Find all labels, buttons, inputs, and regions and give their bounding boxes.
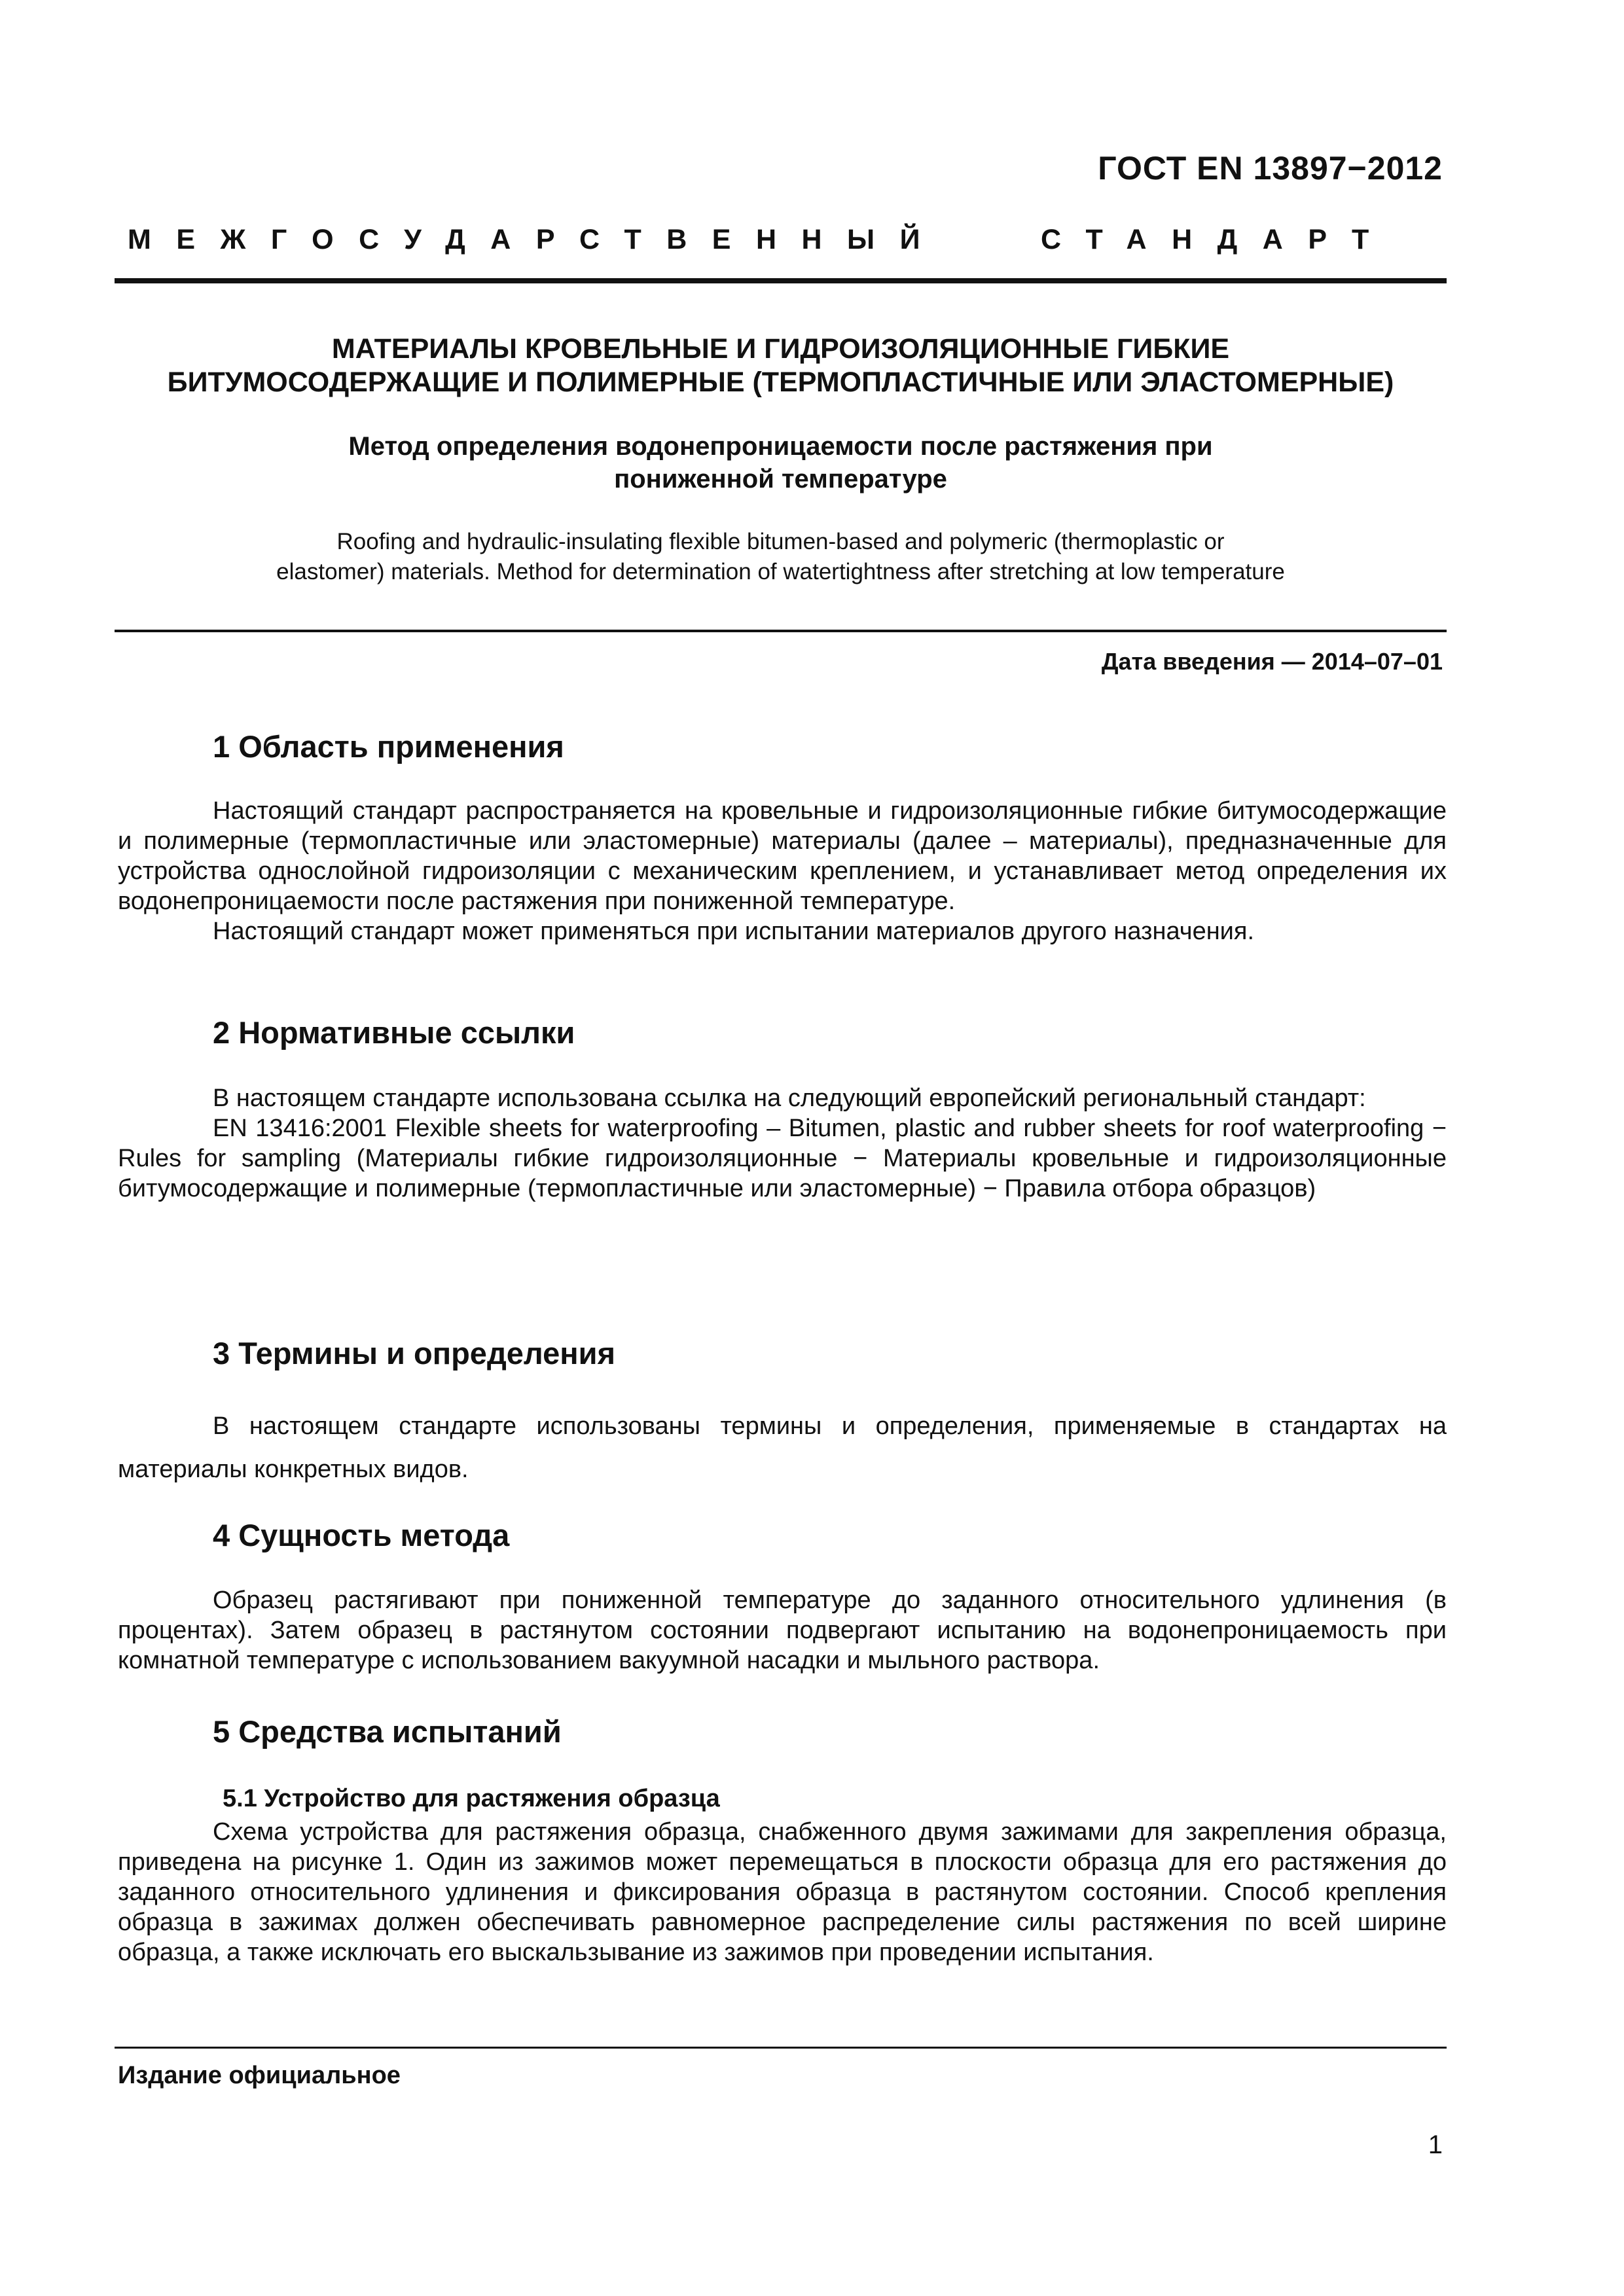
section-4-heading: 4 Сущность метода bbox=[213, 1518, 510, 1552]
official-edition-label: Издание официальное bbox=[118, 2062, 401, 2089]
section-3-body bbox=[118, 1405, 1447, 1491]
section-2-paragraph-2: EN 13416:2001 Flexible sheets for waterproofing – Bitumen, plastic and rubber sheets for roof waterproofing − Rules for sampling (Материалы гибкие гидроизоляционные − Материалы кровельные и гидроизоляционные битумосодержащие и полимерные (термопластичные или эластомерные) − Правила отбора образцов) bbox=[118, 1115, 1447, 1202]
introduction-date: Дата введения — 2014–07–01 bbox=[1101, 648, 1443, 675]
section-1-paragraph-1: Настоящий стандарт распространяется на кровельные и гидроизоляционные гибкие битумосодержащие и полимерные (термопластичные или эластомерные) материалы (далее – материалы), предназначенные для устройства однослойной гидроизоляции с механическим креплением, и устанавливает метод определения их водонепроницаемости после растяжения при пониженной температуре. bbox=[118, 797, 1447, 915]
section-4-paragraph-1: Образец растягивают при пониженной температуре до заданного относительного удлинения (в процентах). Затем образец в растянутом состоянии подвергают испытанию на водонепроницаемость при комнатной температуре с использованием вакуумной насадки и мыльного раствора. bbox=[118, 1587, 1447, 1674]
section-2-body bbox=[118, 1083, 1447, 1204]
title-divider bbox=[115, 630, 1447, 632]
banner-word-interstate: МЕЖГОСУДАРСТВЕННЫЙ bbox=[128, 224, 946, 255]
section-1-body bbox=[118, 796, 1447, 946]
method-title-line-1: Метод определения водонепроницаемости после растяжения при bbox=[348, 432, 1213, 461]
english-title-line-1: Roofing and hydraulic-insulating flexible bitumen-based and polymeric (thermoplastic or bbox=[336, 529, 1225, 554]
section-2-heading: 2 Нормативные ссылки bbox=[213, 1015, 575, 1050]
section-2-paragraph-1: В настоящем стандарте использована ссылка на следующий европейский региональный стандарт: bbox=[213, 1085, 1366, 1112]
section-5-paragraph-1: Схема устройства для растяжения образца, снабженного двумя зажимами для закрепления образца, приведена на рисунке 1. Один из зажимов может перемещаться в плоскости образца для его растяжения до заданного относительного удлинения и фиксирования образца в растянутом состоянии. Способ крепления образца в зажимах должен обеспечивать равномерное распределение силы растяжения по всей ширине образца, а также исключать его выскальзывание из зажимов при проведении испытания. bbox=[118, 1818, 1447, 1966]
english-title-line-2: elastomer) materials. Method for determination of watertightness after stretching at low temperature bbox=[276, 559, 1285, 584]
title-line-1: МАТЕРИАЛЫ КРОВЕЛЬНЫЕ И ГИДРОИЗОЛЯЦИОННЫЕ ГИБКИЕ bbox=[331, 333, 1230, 365]
english-title bbox=[115, 527, 1447, 587]
title-line-2: БИТУМОСОДЕРЖАЩИЕ И ПОЛИМЕРНЫЕ (ТЕРМОПЛАСТИЧНЫЕ ИЛИ ЭЛАСТОМЕРНЫЕ) bbox=[167, 367, 1394, 398]
section-5-body bbox=[118, 1817, 1447, 1967]
section-3-heading: 3 Термины и определения bbox=[213, 1336, 615, 1371]
section-5-heading: 5 Средства испытаний bbox=[213, 1714, 562, 1749]
method-title bbox=[115, 430, 1447, 495]
section-1-heading: 1 Область применения bbox=[213, 729, 564, 764]
gost-code: ГОСТ EN 13897−2012 bbox=[1098, 150, 1443, 187]
section-1-paragraph-2: Настоящий стандарт может применяться при испытании материалов другого назначения. bbox=[213, 918, 1255, 945]
page-number: 1 bbox=[1428, 2130, 1443, 2159]
footer-divider bbox=[115, 2047, 1447, 2049]
document-title bbox=[115, 332, 1447, 399]
section-3-paragraph-1: В настоящем стандарте использованы термины и определения, применяемые в стандартах на материалы конкретных видов. bbox=[118, 1412, 1447, 1483]
interstate-standard-banner bbox=[128, 224, 1443, 256]
subsection-5-1-heading: 5.1 Устройство для растяжения образца bbox=[223, 1785, 720, 1812]
section-4-body bbox=[118, 1585, 1447, 1676]
method-title-line-2: пониженной температуре bbox=[614, 465, 947, 493]
banner-word-standard: СТАНДАРТ bbox=[1041, 224, 1394, 255]
header-divider bbox=[115, 278, 1447, 283]
